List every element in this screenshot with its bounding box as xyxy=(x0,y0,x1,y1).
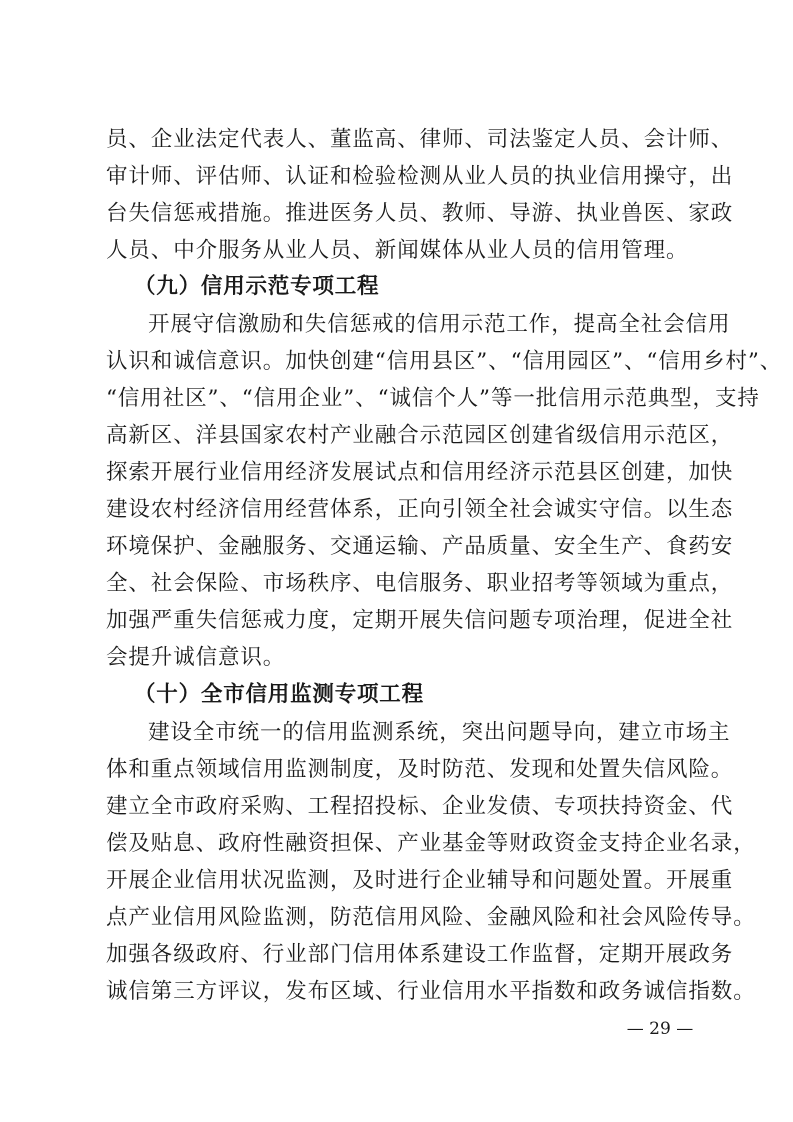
body-text-line: 体和重点领域信用监测制度，及时防范、发现和处置失信风险。 xyxy=(106,757,734,782)
body-text-line: 诚信第三方评议，发布区域、行业信用水平指数和政务诚信指数。 xyxy=(106,979,756,1004)
body-text-line: 建设农村经济信用经营体系，正向引领全社会诚实守信。以生态 xyxy=(106,497,734,522)
body-text-line: 加强各级政府、行业部门信用体系建设工作监督，定期开展政务 xyxy=(106,942,734,967)
body-text-line: 偿及贴息、政府性融资担保、产业基金等财政资金支持企业名录， xyxy=(106,831,756,856)
body-text-line: 台失信惩戒措施。推进医务人员、教师、导游、执业兽医、家政 xyxy=(106,201,734,226)
body-text-line: 加强严重失信惩戒力度，定期开展失信问题专项治理，促进全社 xyxy=(106,608,734,633)
body-text-line: 认识和诚信意识。加快创建“信用县区”、“信用园区”、“信用乡村”、 xyxy=(106,349,783,374)
body-text-line: 建立全市政府采购、工程招投标、企业发债、专项扶持资金、代 xyxy=(106,794,734,819)
body-text-line: 环境保护、金融服务、交通运输、产品质量、安全生产、食药安 xyxy=(106,534,734,559)
body-text-line: 点产业信用风险监测，防范信用风险、金融风险和社会风险传导。 xyxy=(106,905,756,930)
body-text-line: 探索开展行业信用经济发展试点和信用经济示范县区创建，加快 xyxy=(106,460,734,485)
body-text-line: “信用社区”、“信用企业”、“诚信个人”等一批信用示范典型，支持 xyxy=(106,386,760,411)
body-text-line: 开展企业信用状况监测，及时进行企业辅导和问题处置。开展重 xyxy=(106,868,734,893)
body-text-line: 全、社会保险、市场秩序、电信服务、职业招考等领域为重点， xyxy=(106,571,734,596)
body-text-line: 员、企业法定代表人、董监高、律师、司法鉴定人员、会计师、 xyxy=(106,127,734,152)
section-heading-9: （九）信用示范专项工程 xyxy=(134,274,380,299)
body-text-line: 人员、中介服务从业人员、新闻媒体从业人员的信用管理。 xyxy=(106,238,689,263)
body-text-line: 开展守信激励和失信惩戒的信用示范工作，提高全社会信用 xyxy=(148,312,731,337)
body-text-line: 审计师、评估师、认证和检验检测从业人员的执业信用操守，出 xyxy=(106,164,734,189)
page-number: — 29 — xyxy=(626,1019,694,1039)
section-heading-10: （十）全市信用监测专项工程 xyxy=(134,682,424,707)
body-text-line: 建设全市统一的信用监测系统，突出问题导向，建立市场主 xyxy=(148,720,731,745)
body-text-line: 高新区、洋县国家农村产业融合示范园区创建省级信用示范区， xyxy=(106,423,734,448)
body-text-line: 会提升诚信意识。 xyxy=(106,645,286,670)
